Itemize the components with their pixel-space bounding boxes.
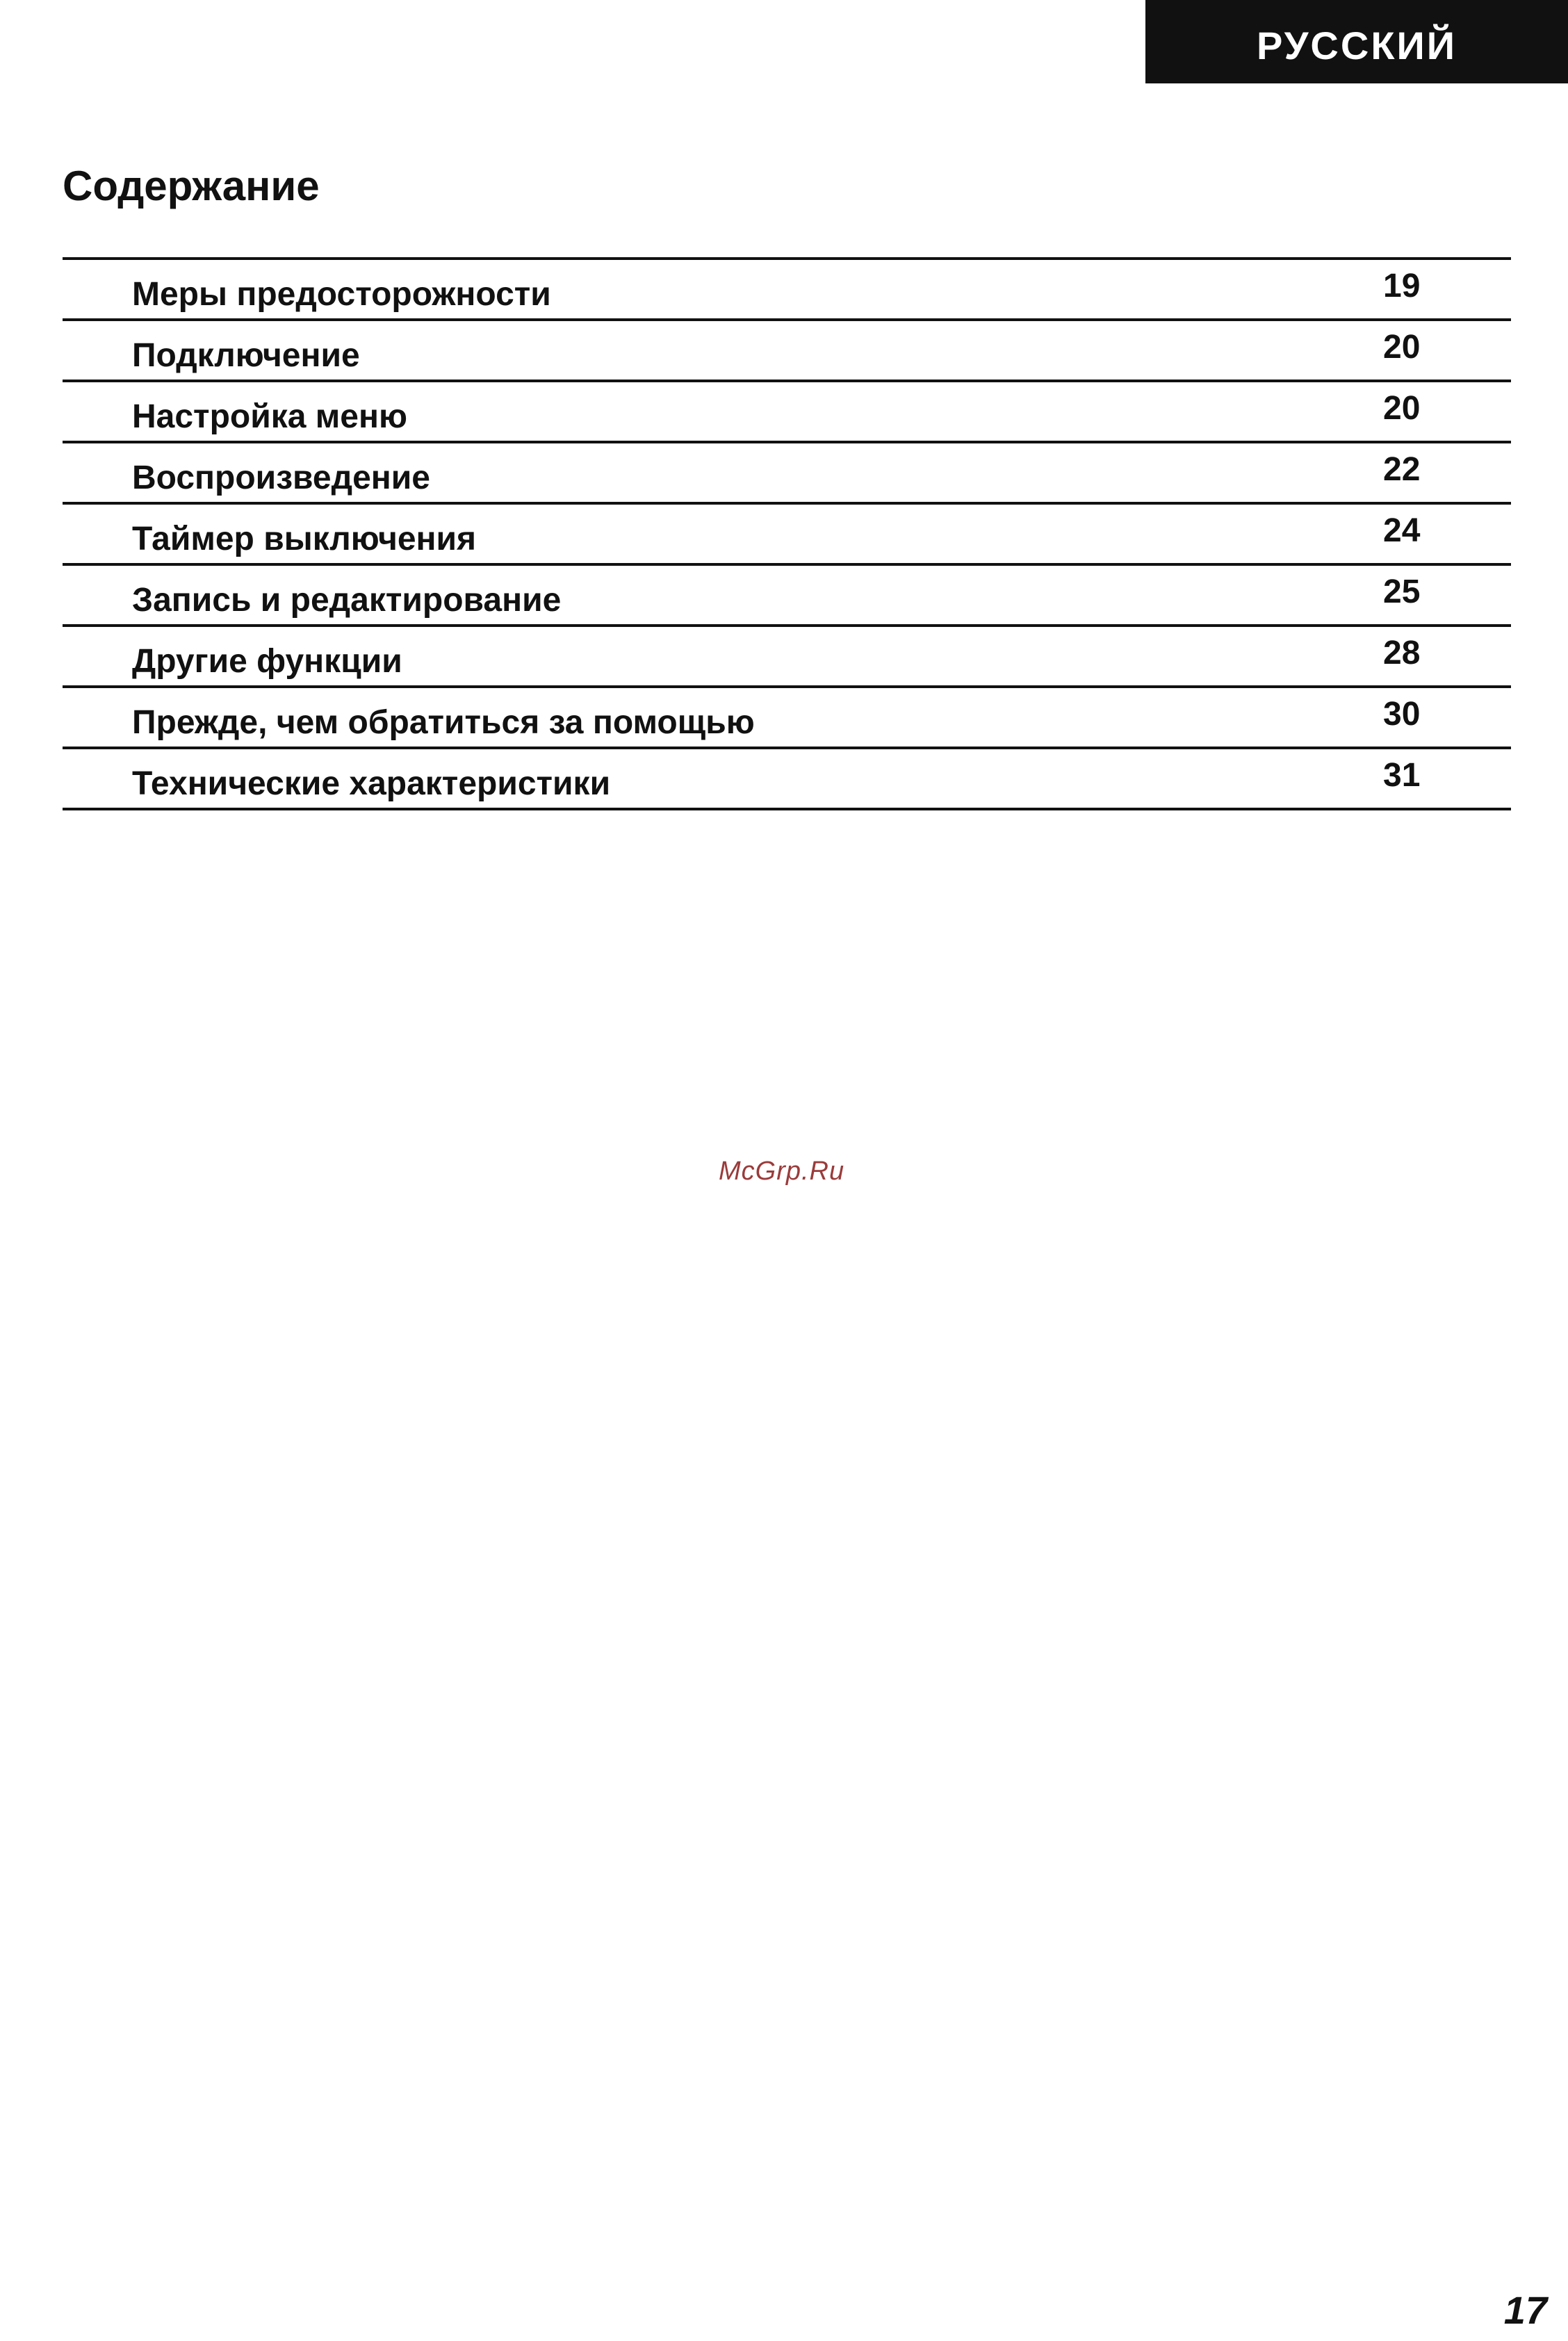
language-tab: РУССКИЙ bbox=[1145, 0, 1568, 83]
toc-item[interactable] bbox=[63, 443, 1511, 505]
toc-item-label: Меры предосторожности bbox=[132, 276, 551, 313]
toc-item-page: 25 bbox=[1383, 573, 1421, 610]
toc-item[interactable] bbox=[63, 627, 1511, 688]
toc-item-page: 19 bbox=[1383, 268, 1421, 304]
watermark: McGrp.Ru bbox=[719, 1157, 845, 1186]
page-title: Содержание bbox=[63, 163, 320, 209]
toc-item-label: Прежде, чем обратиться за помощью bbox=[132, 704, 755, 741]
toc-item-label: Воспроизведение bbox=[132, 459, 430, 496]
toc-item[interactable] bbox=[63, 382, 1511, 443]
toc-item[interactable] bbox=[63, 688, 1511, 749]
toc-item[interactable] bbox=[63, 749, 1511, 810]
table-of-contents bbox=[63, 257, 1511, 810]
toc-item-page: 30 bbox=[1383, 696, 1421, 733]
toc-item-label: Запись и редактирование bbox=[132, 582, 562, 619]
toc-item-page: 22 bbox=[1383, 451, 1421, 488]
toc-item[interactable] bbox=[63, 260, 1511, 321]
toc-item[interactable] bbox=[63, 566, 1511, 627]
page-number: 17 bbox=[1503, 2288, 1547, 2332]
toc-item-page: 31 bbox=[1383, 757, 1421, 794]
toc-item-label: Таймер выключения bbox=[132, 521, 477, 557]
toc-item-label: Подключение bbox=[132, 337, 360, 374]
toc-item-page: 24 bbox=[1383, 512, 1421, 549]
toc-item-label: Другие функции bbox=[132, 643, 402, 680]
toc-item-label: Настройка меню bbox=[132, 398, 407, 435]
toc-item[interactable] bbox=[63, 505, 1511, 566]
toc-item-label: Технические характеристики bbox=[132, 765, 611, 802]
toc-item-page: 28 bbox=[1383, 635, 1421, 671]
toc-item[interactable] bbox=[63, 321, 1511, 382]
toc-item-page: 20 bbox=[1383, 329, 1421, 366]
toc-item-page: 20 bbox=[1383, 390, 1421, 427]
